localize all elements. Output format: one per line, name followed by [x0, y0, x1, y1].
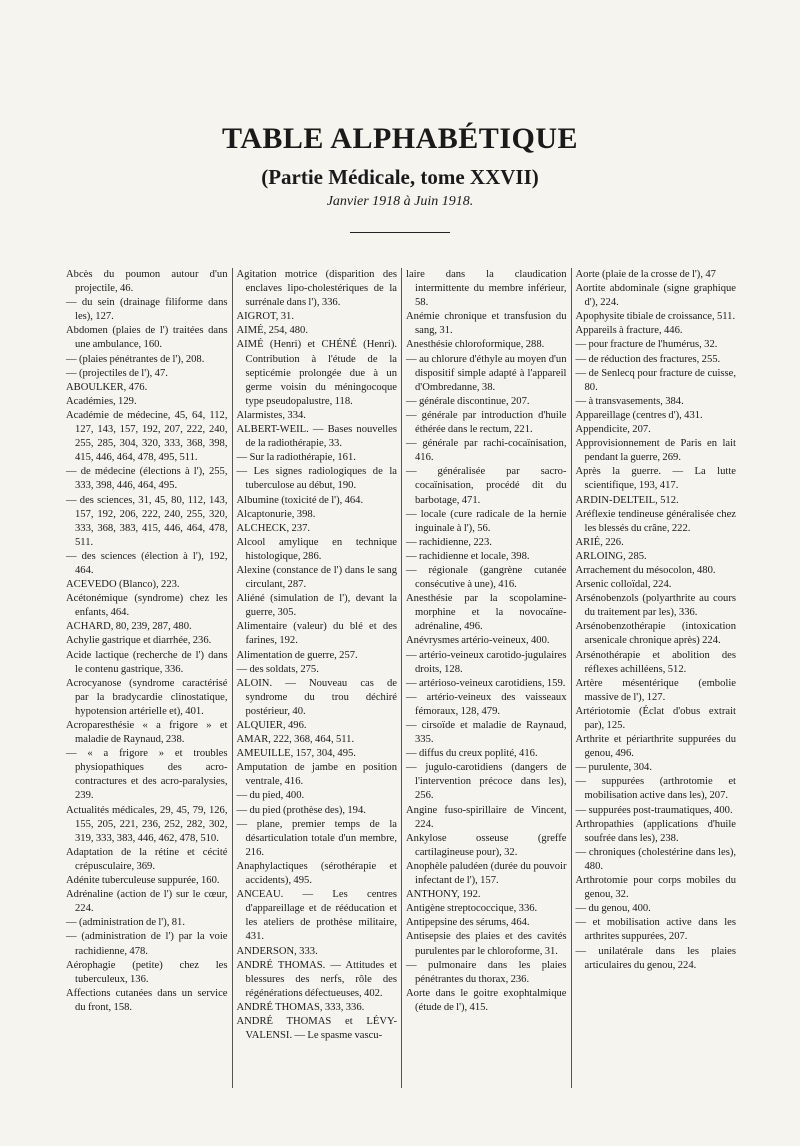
index-entry: Anémie chronique et transfusion du sang, 31.	[406, 311, 567, 337]
index-entry: Anesthésie par la scopolamine-morphine et la novocaïne-adrénaline, 496.	[406, 593, 567, 633]
index-entry: — des soldats, 275.	[236, 663, 319, 675]
index-entry: Arsénothérapie et abolition des réflexes achilléens, 512.	[575, 649, 736, 675]
index-entry: ALBERT-WEIL. — Bases nouvelles de la radiothérapie, 33.	[236, 424, 397, 450]
index-entry: Aréflexie tendineuse généralisée chez les blessés du crâne, 222.	[575, 508, 736, 534]
index-entry: Adaptation de la rétine et cécité crépusculaire, 369.	[66, 846, 228, 872]
index-entry: Arthrotomie pour corps mobiles du genou, 32.	[575, 875, 736, 901]
index-entry: Apophysite tibiale de croissance, 511.	[575, 311, 736, 323]
index-entry: — des sciences (élection à l'), 192, 464.	[66, 550, 228, 576]
index-entry: ALOIN. — Nouveau cas de syndrome du trou déchiré postérieur, 40.	[236, 677, 397, 717]
index-entry: Artériotomie (Éclat d'obus extrait par), 125.	[575, 705, 736, 731]
index-entry: — diffus du creux poplité, 416.	[406, 748, 538, 760]
index-entry: Abdomen (plaies de l') traitées dans une ambulance, 160.	[66, 325, 228, 351]
page-subtitle: (Partie Médicale, tome XXVII)	[261, 165, 539, 189]
index-entry: Artère mésentérique (embolie massive de l'), 127.	[575, 677, 736, 703]
index-entry: Anévrysmes artério-veineux, 400.	[406, 635, 550, 647]
index-entry: — chroniques (cholestérine dans les), 480.	[575, 846, 736, 872]
index-column-2	[232, 268, 402, 1088]
index-entry: Alcool amylique en technique histologique, 286.	[236, 536, 397, 562]
index-columns	[62, 268, 740, 1088]
index-entry: ANTHONY, 192.	[406, 889, 481, 901]
index-entry: — du pied (prothèse des), 194.	[236, 804, 366, 816]
index-entry: Aortite abdominale (signe graphique d'), 224.	[575, 283, 736, 309]
index-entry: — pulmonaire dans les plaies pénétrantes du thorax, 236.	[406, 959, 567, 985]
index-entry: Acroparesthésie « a frigore » et maladie de Raynaud, 238.	[66, 720, 228, 746]
index-entry: Abcès du poumon autour d'un projectile, 46.	[66, 269, 228, 295]
index-entry: AIGROT, 31.	[236, 311, 294, 323]
index-entry: — artérioso-veineux carotidiens, 159.	[406, 677, 566, 689]
index-entry: — générale par introduction d'huile éthérée dans le rectum, 221.	[406, 409, 567, 436]
index-entry: Arthropathies (applications d'huile soufrée dans les), 238.	[575, 818, 736, 844]
index-entry: — (administration de l'), 81.	[66, 917, 185, 929]
index-entry: Aorte dans le goitre exophtalmique (étude de l'), 415.	[406, 987, 567, 1013]
index-entry: — Les signes radiologiques de la tuberculose au début, 190.	[236, 466, 397, 492]
page-title: TABLE ALPHABÉTIQUE	[221, 122, 579, 155]
index-entry: Anophèle paludéen (durée du pouvoir infectant de l'), 157.	[406, 860, 567, 887]
index-entry: — suppurées (arthrotomie et mobilisation active dans les), 207.	[575, 776, 736, 802]
index-entry: ACHARD, 80, 239, 287, 480.	[66, 621, 192, 633]
index-entry: — (administration de l') par la voie rachidienne, 478.	[66, 931, 228, 957]
index-entry: Arsénobenzothérapie (intoxication arsenicale chronique après) 224.	[575, 621, 736, 647]
title-rule	[350, 232, 450, 233]
index-entry: — et mobilisation active dans les arthrites suppurées, 207.	[575, 917, 736, 943]
index-entry: — Sur la radiothérapie, 161.	[236, 452, 356, 464]
index-entry: Aliéné (simulation de l'), devant la guerre, 305.	[236, 593, 397, 619]
index-entry: — au chlorure d'éthyle au moyen d'un dispositif simple adapté à l'appareil d'Ombredanne, 38.	[406, 353, 567, 393]
index-entry: Antigène streptococcique, 336.	[406, 903, 538, 915]
index-entry: ANDRÉ THOMAS, 333, 336.	[236, 1001, 365, 1013]
index-entry: — locale (cure radicale de la hernie inguinale à l'), 56.	[406, 508, 567, 534]
index-entry: Après la guerre. — La lutte scientifique, 193, 417.	[575, 466, 736, 492]
index-entry: Agitation motrice (disparition des enclaves lipo-cholestériques de la surrénale dans l'), 336.	[236, 269, 397, 309]
index-entry: — « a frigore » et troubles physiopathiques des acro-contractures et des acro-paralysies, 239.	[66, 748, 228, 802]
index-entry: Alcaptonurie, 398.	[236, 508, 316, 520]
index-entry: Adénite tuberculeuse suppurée, 160.	[66, 875, 220, 887]
index-entry: Arrachement du mésocolon, 480.	[575, 564, 716, 576]
index-entry: Académie de médecine, 45, 64, 112, 127, 143, 157, 192, 207, 222, 240, 255, 285, 304, 320, 333, 368, 398, 415, 446, 464, 478, 495, 511.	[66, 409, 228, 464]
index-entry: — artério-veineux carotido-jugulaires droits, 128.	[406, 649, 567, 675]
index-entry: Arsenic colloïdal, 224.	[575, 579, 672, 591]
index-entry: ARIÉ, 226.	[575, 536, 624, 548]
index-entry: AMEUILLE, 157, 304, 495.	[236, 748, 356, 760]
index-entry: ALQUIER, 496.	[236, 720, 307, 731]
index-entry: Appareillage (centres d'), 431.	[575, 409, 703, 421]
index-entry: — (projectiles de l'), 47.	[66, 367, 168, 379]
index-entry: — des sciences, 31, 45, 80, 112, 143, 157, 192, 206, 222, 240, 255, 320, 333, 368, 383, 415, 446, 464, 478, 511.	[66, 494, 228, 548]
index-entry: Arthrite et périarthrite suppurées du genou, 496.	[575, 734, 736, 760]
index-entry: Affections cutanées dans un service du front, 158.	[66, 987, 228, 1013]
index-entry: Aérophagie (petite) chez les tuberculeux, 136.	[66, 959, 228, 985]
index-entry: ARLOING, 285.	[575, 550, 647, 562]
index-entry: Angine fuso-spirillaire de Vincent, 224.	[406, 804, 567, 830]
index-entry: Appareils à fracture, 446.	[575, 325, 683, 337]
index-entry: — généralisée par sacro-cocaïnisation, procédé dit du barbotage, 471.	[406, 466, 567, 506]
index-entry: Antipepsine des sérums, 464.	[406, 917, 530, 929]
index-entry: Albumine (toxicité de l'), 464.	[236, 494, 364, 506]
index-entry: Alimentaire (valeur) du blé et des farines, 192.	[236, 621, 397, 647]
index-entry: — unilatérale dans les plaies articulaires du genou, 224.	[575, 945, 736, 971]
index-entry: — rachidienne, 223.	[406, 536, 492, 548]
index-entry: Académies, 129.	[66, 395, 137, 407]
index-entry: — générale discontinue, 207.	[406, 395, 530, 407]
index-entry: — pour fracture de l'humérus, 32.	[575, 339, 718, 351]
index-entry: — artério-veineux des vaisseaux fémoraux, 128, 479.	[406, 691, 567, 717]
index-entry: — rachidienne et locale, 398.	[406, 550, 530, 562]
index-entry: Actualités médicales, 29, 45, 79, 126, 155, 205, 221, 236, 252, 282, 302, 319, 333, 383, 446, 462, 478, 510.	[66, 804, 228, 844]
index-entry: — purulente, 304.	[575, 762, 652, 774]
index-column-4	[571, 268, 741, 1088]
index-entry: Aorte (plaie de la crosse de l'), 47	[575, 269, 716, 280]
index-entry: — jugulo-carotidiens (dangers de l'intervention précoce dans les), 256.	[406, 762, 567, 802]
index-entry: Ankylose osseuse (greffe cartilagineuse pour), 32.	[406, 832, 567, 858]
index-entry: — du sein (drainage filiforme dans les), 127.	[66, 297, 228, 323]
index-entry: ARDIN-DELTEIL, 512.	[575, 494, 679, 506]
index-entry: Approvisionnement de Paris en lait pendant la guerre, 269.	[575, 438, 736, 464]
index-entry: Acrocyanose (syndrome caractérisé par la bradycardie clinostatique, hypotension artérielle et), 401.	[66, 677, 228, 717]
index-entry: Alarmistes, 334.	[236, 409, 306, 421]
index-entry: — de réduction des fractures, 255.	[575, 353, 721, 365]
index-entry: — (plaies pénétrantes de l'), 208.	[66, 353, 205, 365]
index-column-3	[401, 268, 571, 1088]
index-entry: ANDERSON, 333.	[236, 945, 318, 957]
index-entry: — du genou, 400.	[575, 903, 651, 915]
index-entry: Adrénaline (action de l') sur le cœur, 224.	[66, 889, 228, 915]
index-entry: Alimentation de guerre, 257.	[236, 649, 358, 661]
date-range: Janvier 1918 à Juin 1918.	[326, 194, 474, 209]
index-entry: Alexine (constance de l') dans le sang circulant, 287.	[236, 564, 397, 591]
index-entry: Amputation de jambe en position ventrale, 416.	[236, 762, 397, 788]
index-entry: Anaphylactiques (sérothérapie et accidents), 495.	[236, 860, 397, 887]
index-entry: — de médecine (élections à l'), 255, 333, 398, 446, 464, 495.	[66, 466, 228, 492]
index-column-1	[62, 268, 232, 1088]
index-entry: AIMÉ, 254, 480.	[236, 325, 308, 337]
index-entry: Appendicite, 207.	[575, 424, 651, 436]
index-entry: Arsénobenzols (polyarthrite au cours du traitement par les), 336.	[575, 593, 736, 619]
index-entry: — générale par rachi-cocaïnisation, 416.	[406, 438, 567, 464]
index-entry: AMAR, 222, 368, 464, 511.	[236, 734, 355, 746]
index-entry: Antisepsie des plaies et des cavités purulentes par le chloroforme, 31.	[406, 931, 567, 957]
index-entry: — de Senlecq pour fracture de cuisse, 80.	[575, 367, 736, 393]
index-entry: — suppurées post-traumatiques, 400.	[575, 804, 733, 816]
index-entry: — cirsoïde et maladie de Raynaud, 335.	[406, 720, 567, 746]
index-entry: Acétonémique (syndrome) chez les enfants, 464.	[66, 593, 228, 619]
index-entry: laire dans la claudication intermittente du membre inférieur, 58.	[406, 269, 567, 309]
index-entry: AIMÉ (Henri) et CHÉNÉ (Henri). Contribution à l'étude de la septicémie prolongée due à un germe voisin du méningocoque type pseudopalustre, 118.	[236, 339, 397, 407]
index-entry: ANDRÉ THOMAS et LÉVY-VALENSI. — Le spasme vascu-	[236, 1015, 397, 1042]
index-entry: ALCHECK, 237.	[236, 522, 311, 534]
index-entry: — du pied, 400.	[236, 790, 305, 802]
index-entry: Anesthésie chloroformique, 288.	[406, 339, 545, 351]
index-entry: ANCEAU. — Les centres d'appareillage et de rééducation et les ateliers de prothèse militaire, 431.	[236, 889, 397, 943]
index-entry: ANDRÉ THOMAS. — Attitudes et blessures des nerfs, rôle des régénérations défectueuses, 402.	[236, 959, 397, 999]
index-entry: — plane, premier temps de la désarticulation totale d'un membre, 216.	[236, 818, 397, 858]
index-entry: ABOULKER, 476.	[66, 381, 148, 393]
index-entry: Acide lactique (recherche de l') dans le contenu gastrique, 336.	[66, 649, 228, 675]
index-entry: Achylie gastrique et diarrhée, 236.	[66, 635, 212, 647]
index-entry: — régionale (gangrène cutanée consécutive à une), 416.	[406, 564, 567, 591]
index-entry: — à transvasements, 384.	[575, 395, 684, 407]
index-entry: ACEVEDO (Blanco), 223.	[66, 579, 180, 591]
